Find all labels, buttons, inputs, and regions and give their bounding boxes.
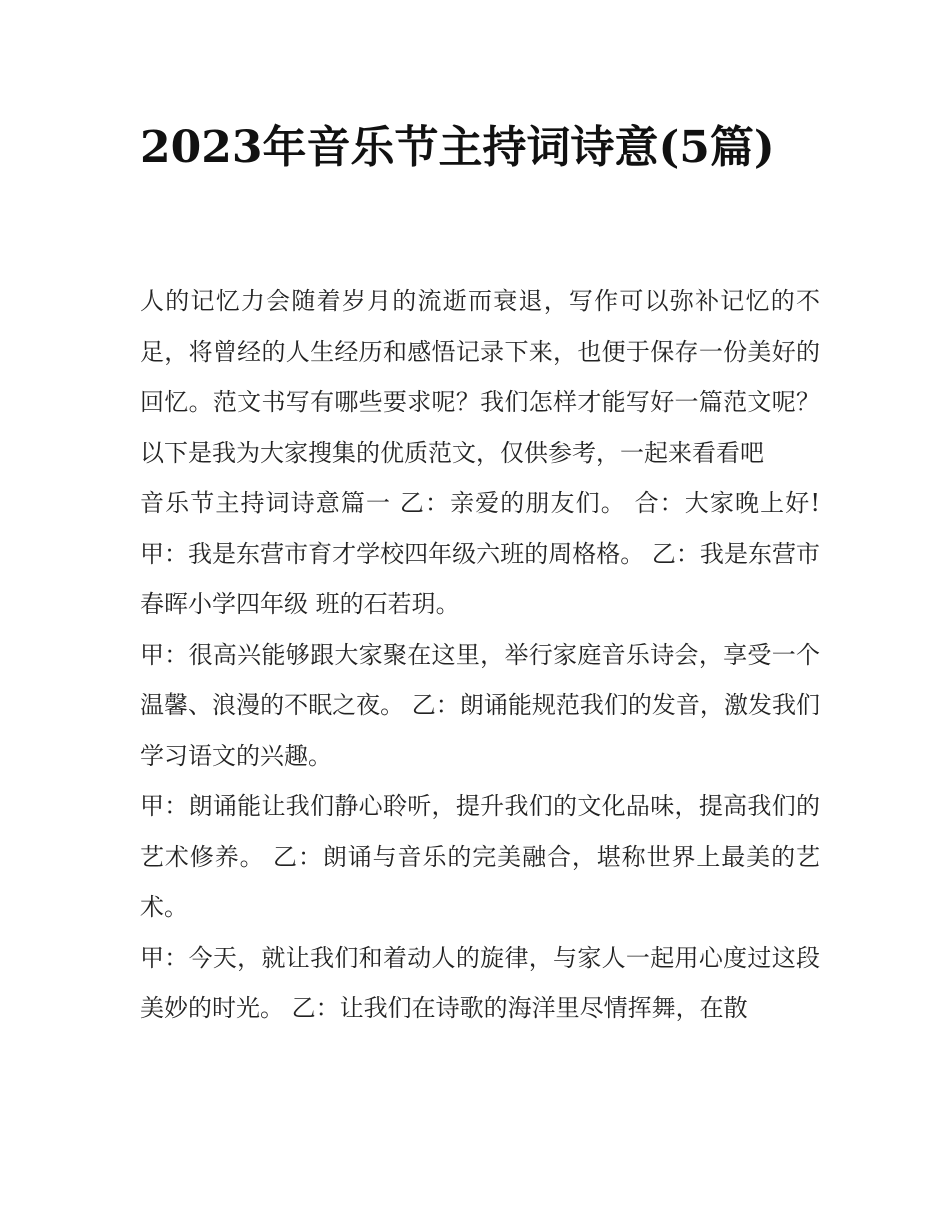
intro-paragraph: 人的记忆力会随着岁月的流逝而衰退，写作可以弥补记忆的不足，将曾经的人生经历和感悟记录下来，也便于保存一份美好的回忆。范文书写有哪些要求呢？我们怎样才能写好一篇范文呢？以下是我为大家搜集的优质范文，仅供参考，一起来看看吧: [140, 287, 820, 467]
document-body: [140, 276, 820, 1034]
speech-paragraph: 甲：很高兴能够跟大家聚在这里，举行家庭音乐诗会，享受一个温馨、浪漫的不眠之夜。 乙：朗诵能规范我们的发音，激发我们学习语文的兴趣。: [140, 640, 820, 770]
document-title: 2023年音乐节主持词诗意(5篇): [140, 122, 775, 173]
speech-paragraph: 音乐节主持词诗意篇一 乙：亲爱的朋友们。 合：大家晚上好! 甲：我是东营市育才学校四年级六班的周格格。 乙：我是东营市春晖小学四年级 班的石若玥。: [140, 489, 820, 618]
speech-paragraph: 甲：朗诵能让我们静心聆听，提升我们的文化品味，提高我们的艺术修养。 乙：朗诵与音乐的完美融合，堪称世界上最美的艺术。: [140, 792, 820, 921]
speech-paragraph: 甲：今天，就让我们和着动人的旋律，与家人一起用心度过这段美妙的时光。 乙：让我们在诗歌的海洋里尽情挥舞，在散: [140, 943, 820, 1022]
